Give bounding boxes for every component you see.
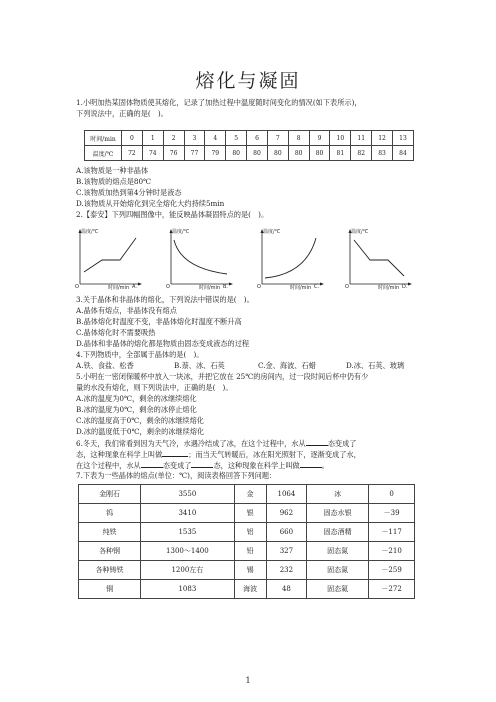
q5-option-c: C.冰的温度高于0℃，剩余的冰继续熔化	[76, 416, 204, 425]
q3-option-a: A.晶体有熔点，非晶体没有熔点	[76, 306, 177, 315]
table-cell: 11	[351, 131, 372, 146]
table-cell: 0	[369, 485, 415, 504]
table-cell: 0	[122, 131, 143, 146]
table-cell: 83	[372, 146, 393, 161]
q3-option-b: B.晶体熔化时温度不变，非晶体熔化时温度不断升高	[76, 317, 242, 326]
table-cell: 10	[330, 131, 351, 146]
table-cell: 冰	[307, 485, 369, 504]
q7-melting-point-table	[78, 484, 415, 599]
table-cell: 铅	[234, 542, 266, 561]
q2-stem: 2.【泰安】下列四幅图像中，能反映晶体凝固特点的是( )。	[76, 210, 269, 219]
q1-option-a: A.该物质是一种非晶体	[76, 166, 149, 175]
q1-option-d: D.该物质从开始熔化到完全熔化大约持续5min	[76, 199, 225, 208]
table-row	[79, 561, 415, 580]
q6-text: 态，这种现象在科学上叫做	[76, 450, 163, 459]
table-cell: 4	[205, 131, 226, 146]
q1-stem-line1: 1.小明加热某固体物质使其熔化，记录了加热过程中温度随时间变化的情况(如下表所示)，	[76, 98, 362, 107]
fill-blank[interactable]	[191, 460, 213, 468]
table-row	[79, 542, 415, 561]
table-cell: －39	[369, 504, 415, 523]
table-cell: 1083	[141, 580, 234, 599]
table-cell: 74	[142, 146, 163, 161]
table-cell: 232	[266, 561, 306, 580]
table-cell: 1064	[266, 485, 306, 504]
q6-line1	[76, 438, 436, 449]
table-cell: 80	[226, 146, 247, 161]
graph-c-xlabel: 时间/min	[290, 285, 312, 291]
graph-a-letter: A.	[132, 284, 137, 290]
table-cell: 327	[266, 542, 306, 561]
table-cell: －210	[369, 542, 415, 561]
fill-blank[interactable]	[141, 460, 163, 468]
table-cell: －259	[369, 561, 415, 580]
table-cell: 1300～1400	[141, 542, 234, 561]
table-cell: 80	[309, 146, 330, 161]
graph-a-xlabel: 时间/min	[108, 285, 130, 291]
table-cell: 5	[226, 131, 247, 146]
table-cell: 纯铁	[79, 523, 141, 542]
graph-c-letter: C.	[314, 284, 320, 290]
table-cell: 3	[184, 131, 205, 146]
table-cell: 76	[163, 146, 184, 161]
table-cell: 81	[330, 146, 351, 161]
graph-b-xlabel: 时间/min	[199, 285, 221, 291]
table-row	[79, 485, 415, 504]
q7-stem: 7.下表为一些晶体的熔点(单位：℃)，阅读表格回答下列问题：	[76, 471, 277, 480]
q4-option-c: C.金、海波、石蜡	[258, 361, 316, 370]
q4-stem: 4.下列物质中，全部属于晶体的是( )。	[76, 350, 204, 359]
q4-option-b: B.萘、冰、石英	[174, 361, 225, 370]
q5-option-d: D.冰的温度低于0℃，剩余的冰继续熔化	[76, 427, 205, 436]
graph-b-ylabel: 温度/℃	[172, 229, 190, 235]
graph-b-origin: O	[166, 284, 170, 290]
table-cell: 金	[234, 485, 266, 504]
graph-d-letter: D.	[402, 284, 408, 290]
table-cell: 9	[309, 131, 330, 146]
table-cell: 962	[266, 504, 306, 523]
table-cell: 1200左右	[141, 561, 234, 580]
page-number: 1	[245, 676, 251, 685]
table-cell: 各种铸铁	[79, 561, 141, 580]
table-cell: 3550	[141, 485, 234, 504]
fill-blank[interactable]	[306, 438, 328, 446]
table-row	[79, 580, 415, 599]
q6-text: 态变成了	[327, 439, 357, 448]
table-cell: 80	[267, 146, 288, 161]
q3-option-c: C.晶体熔化时不需要吸热	[76, 328, 156, 337]
graph-a-origin: O	[75, 284, 79, 290]
graph-a	[74, 228, 158, 290]
table-cell: 钨	[79, 504, 141, 523]
temp-header: 温度/℃	[85, 146, 122, 161]
q3-option-d: D.晶体和非晶体的熔化都是物质由固态变成液态的过程	[76, 339, 250, 348]
q4-options	[76, 361, 436, 371]
table-row	[85, 131, 414, 146]
graph-c	[256, 228, 340, 290]
table-cell: 固态水银	[307, 504, 369, 523]
table-cell: 6	[247, 131, 268, 146]
graph-c-origin: O	[257, 284, 261, 290]
fill-blank[interactable]	[162, 449, 188, 457]
graph-d-ylabel: 温度/℃	[351, 229, 369, 235]
table-cell: 84	[392, 146, 413, 161]
q6-text: 在这个过程中，水从	[76, 461, 141, 470]
table-cell: 8	[288, 131, 309, 146]
table-cell: －117	[369, 523, 415, 542]
table-cell: 80	[247, 146, 268, 161]
table-cell: 铝	[234, 523, 266, 542]
table-row	[79, 523, 415, 542]
graph-d	[344, 228, 428, 290]
q6-text: 态变成了	[162, 461, 192, 470]
table-cell: 固态氦	[307, 580, 369, 599]
table-cell: 银	[234, 504, 266, 523]
table-cell: 82	[351, 146, 372, 161]
table-cell: 3410	[141, 504, 234, 523]
q6-line3	[76, 460, 436, 471]
table-row	[85, 146, 414, 161]
table-row	[79, 504, 415, 523]
table-cell: 77	[184, 146, 205, 161]
table-cell: 72	[122, 146, 143, 161]
table-cell: 13	[392, 131, 413, 146]
q6-text: 6.冬天，我们常看到因为天气冷，水遇冷结成了冰，在这个过程中，水从	[76, 439, 306, 448]
table-cell: 金刚石	[79, 485, 141, 504]
q5-option-b: B.冰的温度为0℃，剩余的冰停止熔化	[76, 405, 197, 414]
q5-stem-line1: 5.小明在一密闭保暖杯中放入一块冰，并把它放在 25℃的房间内，过一段时间后杯中仍有少	[76, 372, 369, 381]
q6-text: 态，这种现象在科学上叫做	[213, 461, 300, 470]
q6-line2	[76, 449, 436, 460]
q4-option-d: D.冰、石英、玻璃	[346, 361, 405, 370]
q3-stem: 3.关于晶体和非晶体的熔化，下列说法中错误的是( )。	[76, 295, 254, 304]
table-cell: 海波	[234, 580, 266, 599]
q5-stem-line2: 量的水没有熔化，则下列说法中，正确的是( )。	[76, 383, 233, 392]
graph-c-ylabel: 温度/℃	[263, 229, 281, 235]
table-cell: 铜	[79, 580, 141, 599]
table-cell: 79	[205, 146, 226, 161]
graph-d-origin: O	[345, 284, 349, 290]
graph-b-letter: B.	[223, 284, 229, 290]
q6-text: 。	[321, 461, 329, 470]
q5-option-a: A.冰的温度为0℃，剩余的冰继续熔化	[76, 394, 197, 403]
fill-blank[interactable]	[300, 460, 322, 468]
page-title: 熔化与凝固	[195, 70, 301, 92]
q1-stem-line2: 下列说法中，正确的是( )。	[76, 109, 168, 118]
table-cell: －272	[369, 580, 415, 599]
table-cell: 固态酒精	[307, 523, 369, 542]
table-cell: 80	[288, 146, 309, 161]
table-cell: 660	[266, 523, 306, 542]
table-cell: 48	[266, 580, 306, 599]
table-cell: 1	[142, 131, 163, 146]
q4-option-a: A.铁、食盐、松香	[76, 361, 134, 370]
q6-text: ；而当天气转暖后，冰在阳光照射下，逐渐变成了水，	[188, 450, 361, 459]
time-header: 时间/min	[85, 131, 122, 146]
graph-a-ylabel: 温度/℃	[81, 229, 99, 235]
q1-option-c: C.该物质加热到第4分钟时是液态	[76, 188, 182, 197]
table-cell: 1535	[141, 523, 234, 542]
table-cell: 各种钢	[79, 542, 141, 561]
table-cell: 7	[267, 131, 288, 146]
table-cell: 固态氮	[307, 542, 369, 561]
graph-b	[165, 228, 249, 290]
table-cell: 锡	[234, 561, 266, 580]
graph-d-xlabel: 时间/min	[378, 285, 400, 291]
table-cell: 12	[372, 131, 393, 146]
q1-option-b: B.该物质的熔点是80℃	[76, 177, 152, 186]
table-cell: 2	[163, 131, 184, 146]
table-cell: 固态氮	[307, 561, 369, 580]
q1-table	[84, 130, 414, 161]
